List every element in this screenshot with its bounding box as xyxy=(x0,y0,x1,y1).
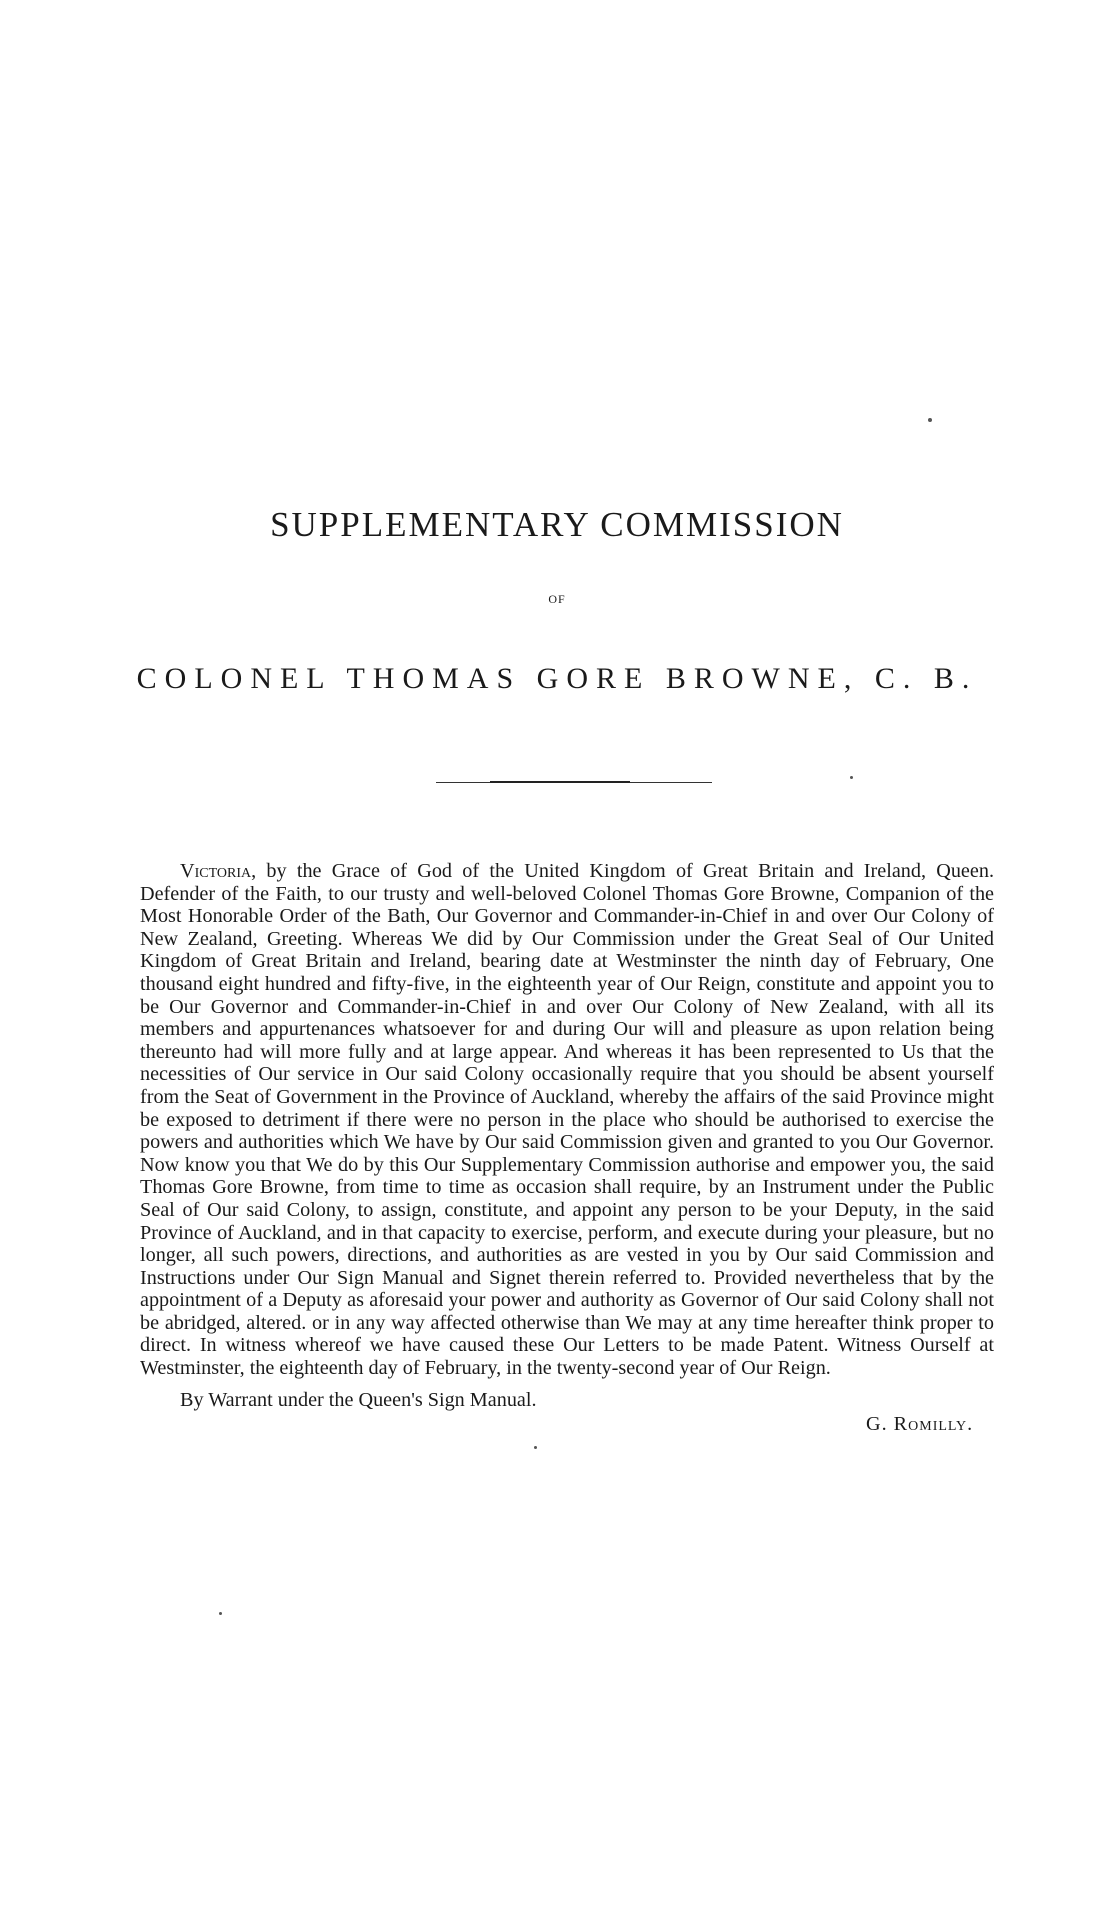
speck-mark xyxy=(219,1612,222,1615)
commission-body xyxy=(140,860,994,1380)
speck-mark xyxy=(534,1446,537,1449)
document-title: SUPPLEMENTARY COMMISSION xyxy=(270,505,844,544)
opening-name: Victoria xyxy=(180,860,252,882)
document-subtitle: COLONEL THOMAS GORE BROWNE, C. B. xyxy=(136,662,978,695)
divider-rule-center xyxy=(490,781,630,783)
of-line: OF xyxy=(548,592,566,606)
body-paragraph xyxy=(140,860,994,1380)
warrant-line: By Warrant under the Queen's Sign Manual. xyxy=(180,1389,537,1411)
body-text: , by the Grace of God of the United Kingdom of Great Britain and Ireland, Queen. Defender of the Faith, to our trusty and well-beloved Colonel Thomas Gore Browne, Companion of the Most Honorable Order of the Bath, Our Governor and Commander-in-Chief in and over Our Colony of New Zealand, Greeting. Whereas We did by Our Commission under the Great Seal of Our United Kingdom of Great Britain and Ireland, bearing date at Westminster the ninth day of February, One thousand eight hundred and fifty-five, in the eighteenth year of Our Reign, constitute and appoint you to be Our Governor and Commander-in-Chief in and over Our Colony of New Zealand, with all its members and appurtenances whatsoever for and during Our will and pleasure as upon relation being thereunto had will more fully and at large appear. And whereas it has been represented to Us that the necessities of Our service in Our said Colony occasionally require that you should be absent yourself from the Seat of Government in the Province of Auckland, whereby the affairs of the said Province might be exposed to detriment if there were no person in the place who should be authorised to exercise the powers and authorities which We have by Our said Commission given and granted to you Our Governor. Now know you that We do by this Our Supplementary Commission authorise and empower you, the said Thomas Gore Browne, from time to time as occasion shall require, by an Instrument under the Public Seal of Our said Colony, to assign, constitute, and appoint any person to be your Deputy, in the said Province of Auckland, and in that capacity to exercise, perform, and execute during your pleasure, but no longer, all such powers, directions, and authorities as are vested in you by Our said Commission and Instructions under Our Sign Manual and Signet therein referred to. Provided nevertheless that by the appointment of a Deputy as aforesaid your power and authority as Governor of Our said Colony shall not be abridged, altered. or in any way affected otherwise than We may at any time hereafter think proper to direct. In witness whereof we have caused these Our Letters to be made Patent. Witness Ourself at Westminster, the eighteenth day of February, in the twenty-second year of Our Reign. xyxy=(140,860,994,1380)
speck-mark xyxy=(928,418,932,422)
signature: G. Romilly. xyxy=(866,1413,974,1435)
speck-mark xyxy=(850,776,853,779)
